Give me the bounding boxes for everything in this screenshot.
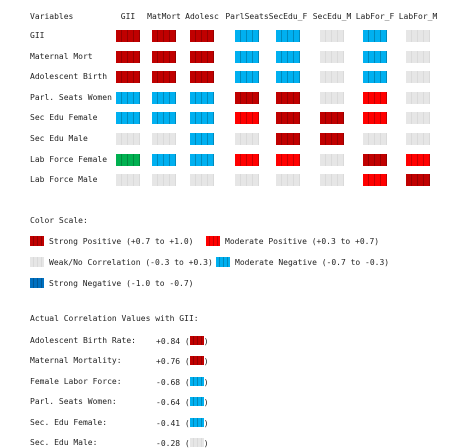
- heatmap-cell: [406, 112, 430, 124]
- legend-swatch: [30, 236, 44, 246]
- correlation-swatch: [190, 336, 204, 345]
- column-header: Adolesc: [185, 12, 219, 21]
- correlation-label: Maternal Mortality:: [30, 356, 122, 366]
- row-label: Sec Edu Female: [30, 113, 98, 123]
- heatmap-cell: [363, 71, 387, 83]
- correlation-value: +0.76 ( ): [156, 357, 209, 367]
- heatmap-cell: [276, 174, 300, 186]
- heatmap-cell: [190, 51, 214, 63]
- heatmap-cell: [363, 133, 387, 145]
- correlation-number: -0.41: [156, 418, 181, 428]
- legend-swatch: [30, 257, 44, 267]
- row-label: Parl. Seats Women: [30, 92, 112, 102]
- heatmap-cell: [363, 154, 387, 166]
- heatmap-cell: [406, 133, 430, 145]
- legend-label: Strong Negative (-1.0 to -0.7): [49, 279, 194, 288]
- heatmap-cell: [276, 133, 300, 145]
- correlation-swatch: [190, 356, 204, 365]
- column-header: LabFor_M: [398, 12, 438, 21]
- heatmap-cell: [235, 51, 259, 63]
- row-label: GII: [30, 31, 45, 40]
- heatmap-cell: [152, 154, 176, 166]
- heatmap-cell: [406, 30, 430, 42]
- legend-title: Color Scale:: [30, 216, 88, 225]
- correlation-label: Adolescent Birth Rate:: [30, 336, 136, 345]
- heatmap-cell: [363, 30, 387, 42]
- heatmap-cell: [116, 71, 140, 83]
- heatmap-cell: [235, 154, 259, 166]
- heatmap-cell: [320, 51, 344, 63]
- heatmap-cell: [235, 71, 259, 83]
- header-label: Variables: [30, 12, 74, 21]
- correlation-label: Female Labor Force:: [30, 376, 122, 386]
- row-label: Lab Force Female: [30, 154, 108, 164]
- heatmap-cell: [406, 51, 430, 63]
- heatmap-cell: [116, 174, 140, 186]
- row-label: Lab Force Male: [30, 175, 98, 185]
- heatmap-cell: [235, 174, 259, 186]
- row-label: Adolescent Birth: [30, 72, 108, 82]
- heatmap-cell: [152, 71, 176, 83]
- heatmap-cell: [116, 133, 140, 145]
- heatmap-cell: [152, 174, 176, 186]
- correlation-value: +0.84 ( ): [156, 337, 209, 346]
- correlation-title: Actual Correlation Values with GII:: [30, 314, 199, 323]
- heatmap-cell: [190, 154, 214, 166]
- heatmap-cell: [320, 174, 344, 186]
- correlation-value: -0.64 ( ): [156, 398, 209, 408]
- heatmap-cell: [152, 51, 176, 63]
- column-header: ParlSeats: [225, 12, 269, 21]
- heatmap-cell: [116, 112, 140, 124]
- row-label: Sec Edu Male: [30, 134, 88, 143]
- heatmap-cell: [116, 51, 140, 63]
- heatmap-cell: [116, 154, 140, 166]
- heatmap-cell: [276, 112, 300, 124]
- heatmap-cell: [363, 112, 387, 124]
- heatmap-cell: [276, 92, 300, 104]
- heatmap-cell: [320, 92, 344, 104]
- heatmap-cell: [276, 30, 300, 42]
- legend-label: Moderate Negative (-0.7 to -0.3): [235, 258, 390, 267]
- correlation-label: Parl. Seats Women:: [30, 397, 117, 407]
- legend-label: Strong Positive (+0.7 to +1.0): [49, 237, 194, 246]
- correlation-number: -0.68: [156, 377, 181, 387]
- legend-label: Moderate Positive (+0.3 to +0.7): [225, 237, 380, 246]
- heatmap-cell: [320, 112, 344, 124]
- legend-label: Weak/No Correlation (-0.3 to +0.3): [49, 258, 213, 267]
- heatmap-cell: [190, 112, 214, 124]
- legend-swatch: [206, 236, 220, 246]
- correlation-value: -0.28 ( ): [156, 439, 209, 448]
- column-header: GII: [120, 12, 136, 21]
- correlation-number: +0.76: [156, 357, 181, 367]
- heatmap-cell: [363, 51, 387, 63]
- heatmap-cell: [116, 92, 140, 104]
- column-header: LabFor_F: [355, 12, 395, 21]
- heatmap-cell: [152, 112, 176, 124]
- legend-swatch: [30, 278, 44, 288]
- correlation-number: +0.84: [156, 337, 181, 346]
- legend-swatch: [216, 257, 230, 267]
- correlation-label: Sec. Edu Female:: [30, 417, 108, 427]
- column-header: MatMort: [147, 12, 181, 21]
- row-label: Maternal Mort: [30, 51, 93, 61]
- heatmap-cell: [406, 71, 430, 83]
- correlation-value: -0.68 ( ): [156, 377, 209, 387]
- correlation-swatch: [190, 418, 204, 427]
- heatmap-cell: [235, 112, 259, 124]
- correlation-label: Sec. Edu Male:: [30, 438, 98, 447]
- heatmap-cell: [152, 133, 176, 145]
- heatmap-cell: [406, 154, 430, 166]
- heatmap-cell: [320, 154, 344, 166]
- column-header: SecEdu_M: [312, 12, 352, 21]
- heatmap-cell: [190, 133, 214, 145]
- heatmap-cell: [276, 51, 300, 63]
- heatmap-cell: [276, 71, 300, 83]
- heatmap-cell: [406, 92, 430, 104]
- heatmap-cell: [363, 174, 387, 186]
- column-header: SecEdu_F: [268, 12, 308, 21]
- heatmap-cell: [406, 174, 430, 186]
- heatmap-cell: [190, 92, 214, 104]
- heatmap-cell: [320, 133, 344, 145]
- correlation-value: -0.41 ( ): [156, 418, 209, 428]
- correlation-swatch: [190, 377, 204, 386]
- heatmap-cell: [190, 30, 214, 42]
- heatmap-cell: [152, 30, 176, 42]
- heatmap-cell: [190, 71, 214, 83]
- correlation-swatch: [190, 397, 204, 406]
- heatmap-cell: [276, 154, 300, 166]
- correlation-number: -0.64: [156, 398, 181, 408]
- heatmap-cell: [190, 174, 214, 186]
- heatmap-cell: [363, 92, 387, 104]
- heatmap-cell: [235, 92, 259, 104]
- heatmap-cell: [152, 92, 176, 104]
- heatmap-cell: [320, 71, 344, 83]
- correlation-number: -0.28: [156, 439, 181, 448]
- heatmap-cell: [235, 30, 259, 42]
- heatmap-cell: [235, 133, 259, 145]
- heatmap-cell: [320, 30, 344, 42]
- correlation-swatch: [190, 438, 204, 447]
- heatmap-cell: [116, 30, 140, 42]
